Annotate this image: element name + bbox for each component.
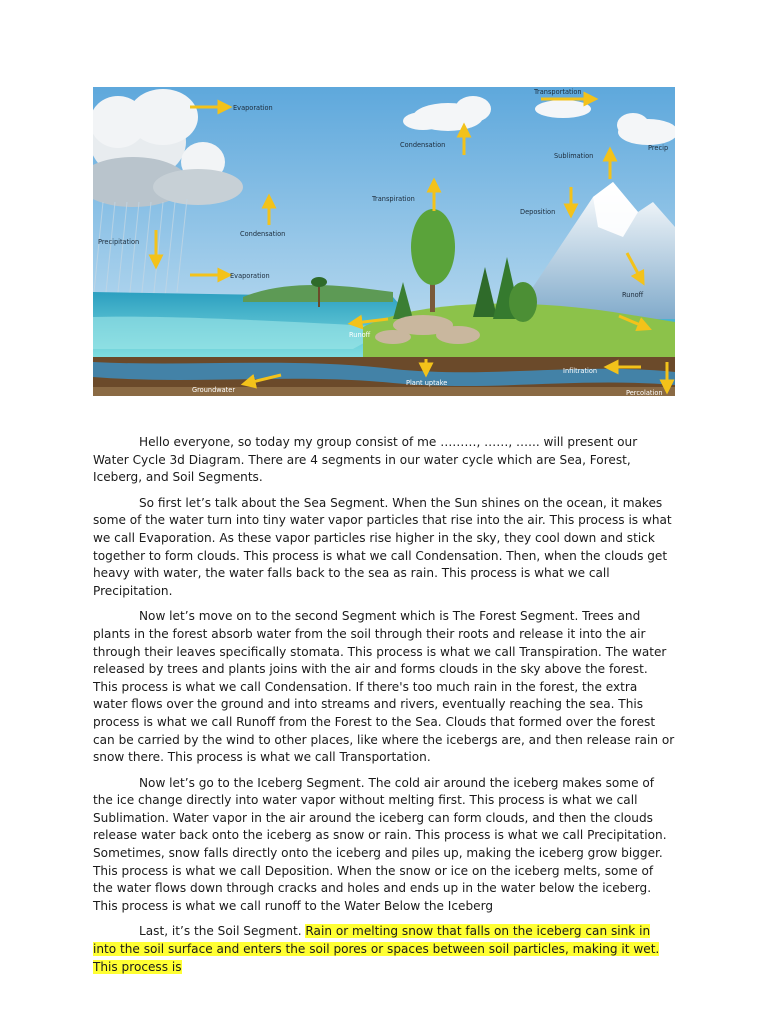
label-precipitation-left: Precipitation — [98, 238, 140, 246]
highlighted-text: Rain or melting snow that falls on the iceberg can sink in into the soil surface and enters the soil pores or spaces between soil particles, making it wet. This process is — [93, 924, 660, 974]
label-plant-uptake: Plant uptake — [406, 379, 448, 387]
paragraph-intro: Hello everyone, so today my group consist of me ………, ……, …... will present our Water Cycle 3d Diagram. There are 4 segments in our water cycle which are Sea, Forest, Iceberg, and Soil Segments. — [93, 435, 638, 485]
paragraph-sea-segment: So first let’s talk about the Sea Segment. When the Sun shines on the ocean, it makes some of the water turn into tiny water vapor particles that rise into the air. This process is what we call Evaporation. As these vapor particles rise higher in the sky, they cool down and stick together to form clouds. This process is what we call Condensation. Then, when the clouds get heavy with water, the water falls back to the sea as rain. This process is what we call Precipitation. — [93, 495, 672, 598]
label-condensation-left: Condensation — [240, 230, 286, 238]
cloud-top-right — [535, 100, 591, 118]
document-body — [93, 434, 675, 984]
label-groundwater: Groundwater — [192, 386, 236, 394]
paragraph-forest-segment: Now let’s move on to the second Segment which is The Forest Segment. Trees and plants in the forest absorb water from the soil through their roots and release it into the air through their leaves specifically stomata. This process is what we call Transpiration. The water released by trees and plants joins with the air and forms clouds in the sky above the forest. This process is what we call Condensation. If there's too much rain in the forest, the extra water flows over the ground and into streams and rivers, eventually reaching the sea. This process is what we call Runoff from the Forest to the Sea. Clouds that formed over the forest can be carried by the wind to other places, like where the icebergs are, and then release rain or snow there. This process is what we call Transportation. — [93, 609, 675, 765]
paragraph-soil-segment — [93, 923, 675, 976]
label-precip-right: Precip — [648, 144, 669, 152]
label-percolation: Percolation — [626, 389, 663, 396]
label-runoff-left: Runoff — [349, 331, 371, 339]
label-infiltration: Infiltration — [563, 367, 598, 375]
label-runoff-right: Runoff — [622, 291, 644, 299]
label-deposition: Deposition — [520, 208, 556, 216]
label-condensation-mid: Condensation — [400, 141, 446, 149]
label-sublimation: Sublimation — [554, 152, 594, 160]
water-cycle-diagram — [93, 87, 675, 396]
paragraph-iceberg-segment: Now let’s go to the Iceberg Segment. The cold air around the iceberg makes some of the ice change directly into water vapor without melting first. This process is what we call Sublimation. Water vapor in the air around the iceberg can form clouds, and then the clouds release water back onto the iceberg as snow or rain. This process is what we call Precipitation. Sometimes, snow falls directly onto the iceberg and piles up, making the iceberg grow bigger. This process is what we call Deposition. When the snow or ice on the iceberg melts, some of the water flows down through cracks and holes and ends up in the water below the iceberg. This process is what we call runoff to the Water Below the Iceberg — [93, 775, 667, 913]
label-evaporation-top: Evaporation — [233, 104, 273, 112]
soil-intro-text: Last, it’s the Soil Segment. — [139, 924, 306, 939]
label-transpiration: Transpiration — [372, 195, 415, 203]
label-evaporation-bottom: Evaporation — [230, 272, 270, 280]
label-transportation: Transportation — [534, 88, 582, 96]
